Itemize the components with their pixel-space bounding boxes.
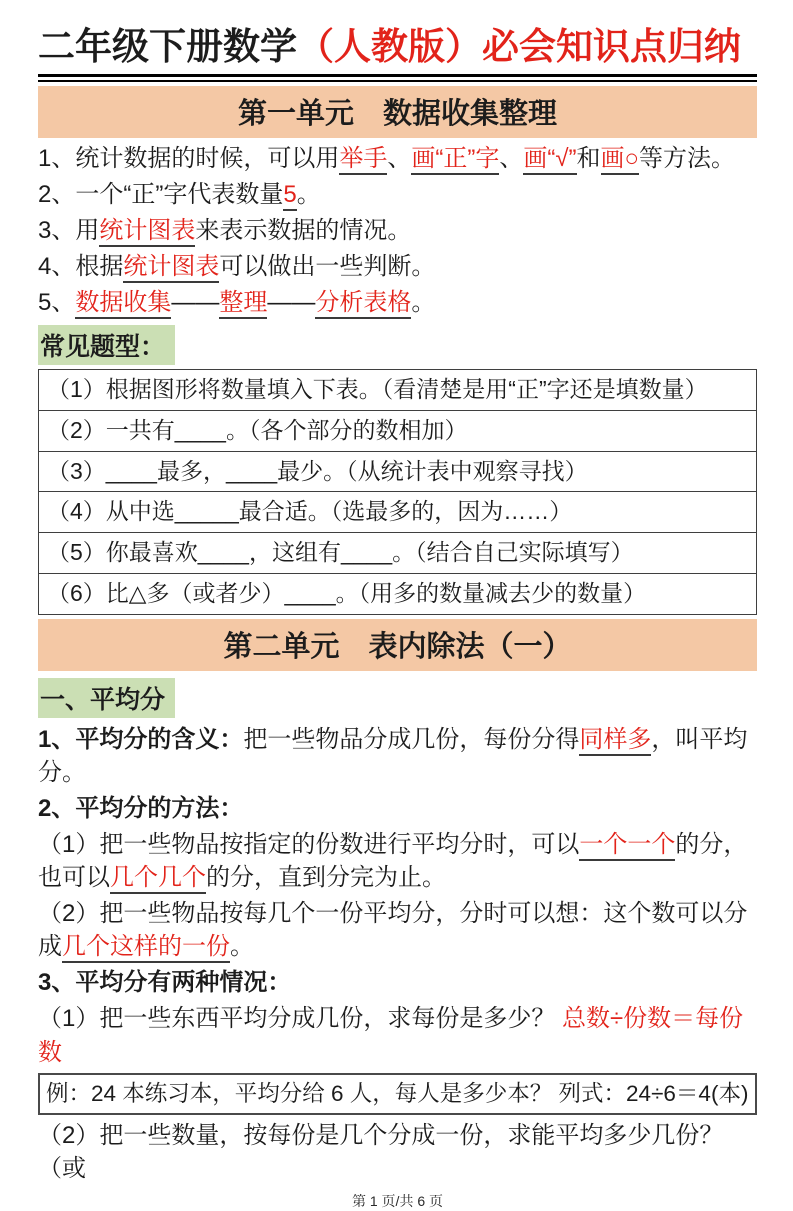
unit1-item-1: [38, 142, 757, 175]
text-segment: 2、一个“正”字代表数量: [38, 180, 284, 208]
text-segment: 、: [499, 144, 524, 172]
text-segment: 的分，也可以: [38, 830, 748, 892]
unit1-item-2: [38, 178, 757, 211]
text-segment: 可以做出一些判断。: [219, 252, 436, 280]
text-segment: 举手: [339, 145, 387, 175]
text-segment: 。: [230, 933, 254, 961]
unit2-section1-heading: 一、平均分: [38, 678, 175, 718]
unit1-item-3: [38, 214, 757, 247]
title-main-text: 二年级下册数学: [38, 26, 297, 67]
page-number: 第 1 页/共 6 页: [351, 1193, 444, 1210]
text-segment: 的分，直到分完为止。: [206, 864, 446, 892]
unit2-p2b: [38, 897, 757, 963]
page-title: [38, 26, 757, 69]
text-segment: ——: [171, 288, 220, 316]
table-row: （5）你最喜欢____，这组有____。（结合自己实际填写）: [39, 533, 756, 574]
unit2-p3b: （2）把一些数量，按每份是几个分成一份，求能平均多少几份？（或: [38, 1121, 724, 1183]
text-segment: 几个几个: [110, 864, 206, 894]
text-segment: 5、: [38, 288, 76, 316]
text-segment: 和: [576, 144, 601, 172]
text-segment: 4、根据: [38, 252, 124, 280]
unit2-p3a: [38, 1002, 757, 1068]
table-row: （2）一共有____。（各个部分的数相加）: [39, 411, 756, 452]
text-segment: 画“√”: [523, 145, 576, 175]
text-segment: （2）把一些物品按每几个一份平均分，分时可以想：这个数可以分成: [38, 900, 748, 961]
text-segment: 几个这样的一份: [62, 933, 230, 963]
text-segment: 。: [296, 180, 321, 208]
text-segment: 统计图表: [123, 253, 219, 283]
table-row: （1）根据图形将数量填入下表。（看清楚是用“正”字还是填数量）: [39, 370, 756, 411]
text-segment: 总数÷份数＝每份数: [38, 1005, 744, 1066]
table-row: （3）____最多，____最少。（从统计表中观察寻找）: [39, 452, 756, 493]
text-segment: 统计图表: [99, 217, 195, 247]
text-segment: 同样多: [579, 726, 651, 756]
text-segment: （1）把一些东西平均分成几份，求每份是多少？: [38, 1005, 563, 1033]
unit2-p2a: [38, 828, 757, 894]
common-questions-label: 常见题型：: [38, 325, 175, 365]
text-segment: 5: [283, 181, 296, 211]
text-segment: 1、统计数据的时候，可以用: [38, 144, 340, 172]
text-segment: 画“正”字: [411, 145, 499, 175]
text-segment: 等方法。: [639, 144, 735, 172]
example-box: 例：24 本练习本，平均分给 6 人，每人是多少本？ 列式：24÷6＝4(本): [38, 1073, 757, 1115]
table-row: （6）比△多（或者少）____。（用多的数量减去少的数量）: [47, 579, 647, 606]
text-segment: 、: [387, 144, 412, 172]
text-segment: 3、用: [38, 216, 100, 244]
text-segment: ——: [267, 288, 316, 316]
text-segment: 来表示数据的情况。: [195, 216, 412, 244]
title-edition-text: （人教版）必会知识点归纳: [297, 26, 741, 67]
unit2-p1: [38, 723, 757, 789]
text-segment: 一个一个: [579, 831, 675, 861]
text-segment: （1）把一些物品按指定的份数进行平均分时，可以: [38, 830, 580, 858]
unit2-p2-heading: 2、平均分的方法：: [38, 794, 244, 822]
text-segment: 数据收集: [75, 289, 171, 319]
text-segment: 分析表格: [315, 289, 411, 319]
common-questions-table: [38, 369, 757, 615]
unit1-item-5: [38, 286, 757, 319]
unit2-banner: 第二单元 表内除法（一）: [38, 619, 757, 671]
text-segment: 整理: [219, 289, 267, 319]
title-divider: [38, 74, 757, 82]
text-segment: 。: [411, 288, 436, 316]
text-segment: 画○: [601, 145, 640, 175]
table-row: （4）从中选_____最合适。（选最多的，因为……）: [39, 492, 756, 533]
text-segment: 把一些物品分成几份，每份分得: [243, 725, 580, 753]
unit1-banner: 第一单元 数据收集整理: [38, 86, 757, 138]
unit1-item-4: [38, 250, 757, 283]
text-segment: ，叫平均分。: [38, 725, 748, 786]
unit2-p3-heading: 3、平均分有两种情况：: [38, 969, 292, 997]
text-segment: 1、平均分的含义：: [38, 725, 244, 753]
